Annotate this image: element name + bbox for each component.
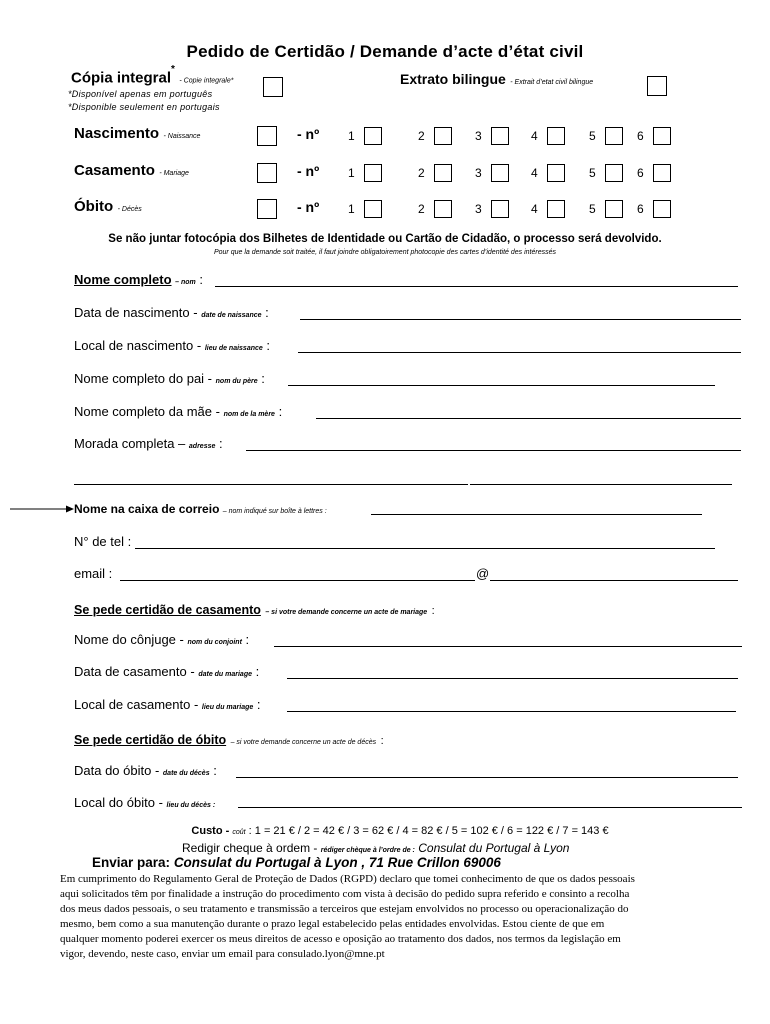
copy-note-pt: *Disponível apenas em português [68, 89, 213, 99]
birth-copies-6-checkbox[interactable] [653, 127, 671, 145]
death-cert-number-label: - nº [297, 199, 320, 215]
rgpd-line: mesmo, bem como a sua manutenção durante o prazo legal estabelecido pelas entidades envolvidas. Estou ciente de que em [60, 918, 605, 930]
photocopy-notice-fr: Pour que la demande soit traitée, il faut joindre obligatoirement photocopie des cartes d’identité des intéressés [213, 249, 557, 256]
birth-place-field[interactable] [298, 352, 741, 353]
mailbox-name-label-group [74, 502, 327, 516]
marriage-cert-label-group [74, 162, 189, 180]
marriage-date-label: Data de casamento - [74, 664, 195, 679]
copy-note-fr: *Disponible seulement en portugais [68, 102, 220, 112]
copy-integral-label: Cópia integral [71, 69, 172, 87]
rgpd-line: aqui solicitados têm por finalidade a instrução do procedimento com vista à decisão do pedido supra referido e consinto a recolha [60, 888, 630, 900]
rgpd-line: vigor, devendo, neste caso, enviar um email para consulado.lyon@mne.pt [60, 948, 385, 960]
cheque-line [182, 841, 569, 855]
birth-copies-5-label: 5 [589, 129, 596, 143]
cost-fr: coût [232, 829, 246, 836]
full-name-colon: : [199, 272, 204, 287]
cheque-payee: Consulat du Portugal à Lyon [418, 841, 570, 855]
mother-name-label: Nome completo da mãe - [74, 404, 220, 419]
photocopy-notice: Se não juntar fotocópia dos Bilhetes de Identidade ou Cartão de Cidadão, o processo será devolvido. [108, 233, 662, 245]
rgpd-line: qualquer momento poderei exercer os meus direitos de acesso e oposição ao tratamento dos dados, nos termos da legislação em [60, 933, 621, 945]
father-name-colon: : [261, 371, 265, 386]
marriage-copies-2-label: 2 [418, 166, 425, 180]
marriage-heading-fr: – si votre demande concerne un acte de mariage [265, 609, 428, 616]
death-copies-3-checkbox[interactable] [491, 200, 509, 218]
marriage-date-label-group [74, 664, 259, 679]
death-place-fr: lieu du décès : [166, 802, 216, 809]
marriage-copies-2-checkbox[interactable] [434, 164, 452, 182]
death-place-label-group [74, 795, 215, 810]
send-to-label: Enviar para: [92, 855, 171, 870]
extract-label: Extrato bilingue [400, 71, 506, 87]
send-to-line [92, 855, 501, 870]
birth-place-label-group [74, 338, 270, 353]
birth-copies-2-label: 2 [418, 129, 425, 143]
cost-label: Custo - [191, 825, 230, 837]
marriage-date-field[interactable] [287, 678, 738, 679]
address-fr: adresse [188, 443, 216, 450]
phone-field[interactable] [135, 548, 715, 549]
death-section-heading [74, 731, 384, 749]
address-label-group [74, 436, 223, 451]
father-name-field[interactable] [288, 385, 715, 386]
birth-copies-4-checkbox[interactable] [547, 127, 565, 145]
death-date-label-group [74, 763, 217, 778]
birth-date-label: Data de nascimento - [74, 305, 198, 320]
marriage-date-colon: : [255, 664, 260, 679]
full-name-label-group [74, 272, 203, 287]
email-domain-field[interactable] [490, 580, 738, 581]
birth-cert-fr: - Naissance [163, 133, 201, 140]
mother-name-field[interactable] [316, 418, 741, 419]
birth-place-fr: lieu de naissance [204, 345, 263, 352]
marriage-place-label-group [74, 697, 261, 712]
death-copies-4-checkbox[interactable] [547, 200, 565, 218]
marriage-copies-5-checkbox[interactable] [605, 164, 623, 182]
address-label: Morada completa – [74, 436, 186, 451]
death-place-field[interactable] [238, 807, 742, 808]
mother-name-colon: : [278, 404, 283, 419]
full-name-field[interactable] [215, 286, 738, 287]
mother-name-label-group [74, 404, 282, 419]
email-label: email : [74, 566, 113, 581]
marriage-copies-5-label: 5 [589, 166, 596, 180]
birth-place-colon: : [266, 338, 271, 353]
death-heading-colon: : [380, 735, 384, 747]
spouse-name-fr: nom du conjoint [187, 639, 242, 646]
copy-integral-fr: - Copie integrale* [179, 77, 234, 85]
email-user-field[interactable] [120, 580, 475, 581]
death-copies-6-label: 6 [637, 202, 644, 216]
cheque-label: Redigir cheque à ordem - [182, 841, 318, 855]
death-copies-6-checkbox[interactable] [653, 200, 671, 218]
marriage-copies-4-checkbox[interactable] [547, 164, 565, 182]
phone-label: N° de tel : [74, 534, 132, 549]
birth-cert-label-group [74, 125, 200, 143]
spouse-name-label-group [74, 632, 249, 647]
marriage-place-label: Local de casamento - [74, 697, 199, 712]
death-heading: Se pede certidão de óbito [74, 733, 227, 747]
death-cert-label-group [74, 198, 142, 216]
death-copies-2-checkbox[interactable] [434, 200, 452, 218]
death-date-fr: date du décès [162, 770, 210, 777]
marriage-cert-fr: - Mariage [159, 170, 189, 177]
death-date-label: Data do óbito - [74, 763, 160, 778]
birth-date-field[interactable] [300, 319, 741, 320]
death-date-field[interactable] [236, 777, 738, 778]
death-cert-fr: - Décès [117, 206, 142, 213]
death-copies-5-label: 5 [589, 202, 596, 216]
mother-name-fr: nom de la mère [223, 411, 275, 418]
death-copies-3-label: 3 [475, 202, 482, 216]
father-name-label: Nome completo do pai - [74, 371, 213, 386]
email-at-sign: @ [476, 566, 490, 581]
marriage-date-fr: date du mariage [198, 671, 252, 678]
send-to-address: Consulat du Portugal à Lyon , 71 Rue Crillon 69006 [173, 855, 501, 870]
marriage-copies-1-label: 1 [348, 166, 355, 180]
marriage-place-fr: lieu du mariage [201, 704, 254, 711]
copy-integral-checkbox[interactable] [263, 77, 283, 97]
birth-cert-number-label: - nº [297, 126, 320, 142]
marriage-copies-1-checkbox[interactable] [364, 164, 382, 182]
marriage-copies-6-checkbox[interactable] [653, 164, 671, 182]
address-field-line-2a[interactable] [74, 484, 468, 485]
marriage-copies-3-checkbox[interactable] [491, 164, 509, 182]
marriage-section-heading [74, 601, 435, 619]
address-colon: : [219, 436, 223, 451]
death-copies-1-checkbox[interactable] [364, 200, 382, 218]
cost-line [0, 825, 770, 837]
birth-copies-6-label: 6 [637, 129, 644, 143]
page-title: Pedido de Certidão / Demande d’acte d’état civil [186, 42, 584, 61]
full-name-label: Nome completo [74, 272, 172, 287]
birth-copies-3-checkbox[interactable] [491, 127, 509, 145]
death-place-label: Local do óbito - [74, 795, 163, 810]
rgpd-line: Em cumprimento do Regulamento Geral de Proteção de Dados (RGPD) declaro que tomei conhecimento de que os dados pessoais [60, 873, 635, 885]
marriage-heading: Se pede certidão de casamento [74, 603, 261, 617]
copy-integral-asterisk: * [171, 64, 175, 75]
extract-label-group [400, 71, 593, 89]
birth-date-label-group [74, 305, 269, 320]
marriage-place-field[interactable] [287, 711, 736, 712]
full-name-fr: – nom [175, 279, 196, 286]
father-name-fr: nom du père [215, 378, 258, 385]
marriage-cert-number-label: - nº [297, 163, 320, 179]
birth-date-colon: : [265, 305, 269, 320]
death-date-colon: : [213, 763, 217, 778]
mailbox-name-label: Nome na caixa de correio [74, 502, 220, 516]
marriage-cert-label: Casamento [74, 162, 155, 179]
mailbox-name-fr: – nom indiqué sur boîte à lettres : [222, 508, 327, 515]
cheque-fr: rédiger chèque à l’ordre de : [320, 847, 415, 854]
address-field-line-1[interactable] [246, 450, 741, 451]
extract-fr: - Extrait d’etat civil bilingue [510, 79, 594, 86]
spouse-name-colon: : [245, 632, 250, 647]
spouse-name-label: Nome do cônjuge - [74, 632, 184, 647]
death-copies-4-label: 4 [531, 202, 538, 216]
marriage-copies-3-label: 3 [475, 166, 482, 180]
birth-copies-2-checkbox[interactable] [434, 127, 452, 145]
death-copies-1-label: 1 [348, 202, 355, 216]
birth-copies-1-label: 1 [348, 129, 355, 143]
death-heading-fr: – si votre demande concerne un acte de décès [230, 739, 377, 746]
birth-date-fr: date de naissance [201, 312, 262, 319]
rgpd-line: dos meus dados pessoais, o seu tratamento e transmissão a terceiros que estejam envolvidos no processo ou operacionalização do [60, 903, 629, 915]
birth-cert-checkbox[interactable] [257, 126, 277, 146]
birth-copies-5-checkbox[interactable] [605, 127, 623, 145]
cost-values: : 1 = 21 € / 2 = 42 € / 3 = 62 € / 4 = 82 € / 5 = 102 € / 6 = 122 € / 7 = 143 € [248, 825, 609, 837]
death-copies-5-checkbox[interactable] [605, 200, 623, 218]
birth-cert-label: Nascimento [74, 125, 160, 142]
father-name-label-group [74, 371, 265, 386]
marriage-cert-checkbox[interactable] [257, 163, 277, 183]
marriage-copies-4-label: 4 [531, 166, 538, 180]
address-field-line-2b[interactable] [470, 484, 732, 485]
marriage-place-colon: : [256, 697, 261, 712]
extract-checkbox[interactable] [647, 76, 667, 96]
death-cert-label: Óbito [74, 198, 114, 215]
spouse-name-field[interactable] [274, 646, 742, 647]
birth-copies-4-label: 4 [531, 129, 538, 143]
copy-integral-label-group [71, 64, 234, 87]
rgpd-consent-text [60, 872, 635, 962]
birth-place-label: Local de nascimento - [74, 338, 202, 353]
marriage-heading-colon: : [431, 605, 435, 617]
arrow-right-icon [10, 503, 74, 515]
birth-copies-3-label: 3 [475, 129, 482, 143]
mailbox-name-field[interactable] [371, 514, 702, 515]
birth-copies-1-checkbox[interactable] [364, 127, 382, 145]
marriage-copies-6-label: 6 [637, 166, 644, 180]
death-cert-checkbox[interactable] [257, 199, 277, 219]
death-copies-2-label: 2 [418, 202, 425, 216]
